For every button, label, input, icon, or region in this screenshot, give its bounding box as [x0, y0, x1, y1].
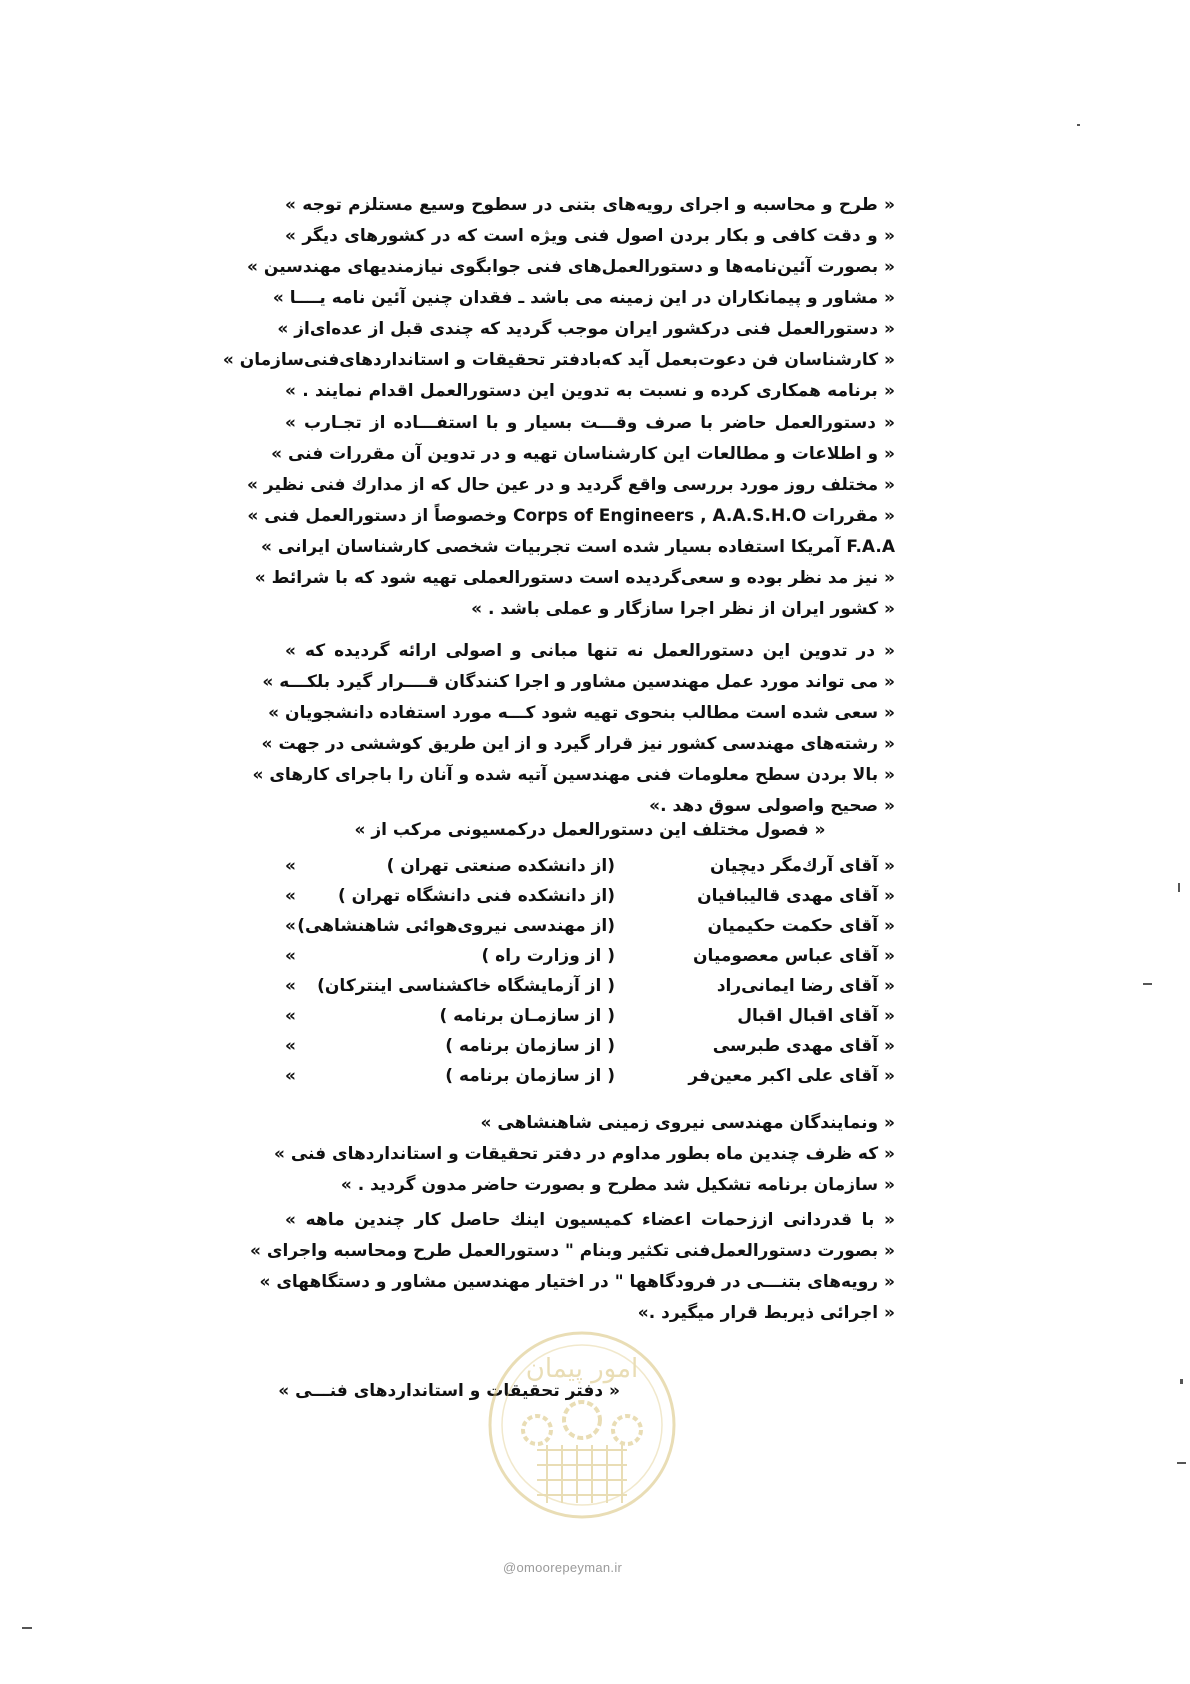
text-line: « دستورالعمل فنی درکشور ایران موجب گردید که چندی قبل از عده‌ای‌از » — [277, 319, 895, 339]
commission-member-list — [285, 851, 895, 1091]
member-name: « آقای علی اکبر معین‌فر — [688, 1066, 895, 1086]
member-affiliation: ( از وزارت راه ) — [481, 946, 615, 966]
commission-heading: « فصول مختلف این دستورالعمل درکمسیونی مرکب از » — [354, 820, 826, 840]
member-row — [285, 1061, 895, 1091]
paragraph-2 — [247, 408, 895, 625]
closing-quote: » — [285, 1036, 296, 1056]
text-line: « کارشناسان فن دعوت‌بعمل آید که‌بادفتر تحقیقات و استانداردهای‌فنی‌سازمان » — [222, 350, 895, 370]
member-row — [285, 1031, 895, 1061]
text-line: « سازمان برنامه تشکیل شد مطرح و بصورت حاضر مدون گردید . » — [340, 1175, 895, 1195]
text-line: « مختلف روز مورد بررسی واقع گردید و در عین حال که از مدارك فنی نظیر » — [247, 475, 895, 495]
text-line: « که ظرف چندین ماه بطور مداوم در دفتر تحقیقات و استانداردهای فنی » — [273, 1144, 895, 1164]
watermark-logo-text: امور پیمان — [525, 1354, 639, 1384]
member-row — [285, 881, 895, 911]
scan-speck — [1177, 1462, 1186, 1464]
member-name: « آقای مهدی قالیبافیان — [697, 886, 895, 906]
member-row — [285, 941, 895, 971]
member-name: « آقای عباس معصومیان — [693, 946, 895, 966]
paragraph-5 — [250, 1205, 895, 1329]
member-affiliation: (از مهندسی نیروی‌هوائی شاهنشاهی) — [297, 916, 615, 936]
text-line: « بالا بردن سطح معلومات فنی مهندسین آتیه شده و آنان را باجرای کارهای » — [252, 765, 895, 785]
text-line: « دستورالعمل حاضر با صرف وقـــت بسیار و با استفـــاده از تجـارب » — [285, 413, 895, 433]
watermark-url: @omoorepeyman.ir — [503, 1560, 623, 1575]
text-line: « برنامه همکاری کرده و نسبت به تدوین این دستورالعمل اقدام نمایند . » — [285, 381, 895, 401]
closing-quote: » — [285, 946, 296, 966]
text-line: « می تواند مورد عمل مهندسین مشاور و اجرا کنندگان قــــرار گیرد بلکـــه » — [262, 672, 895, 692]
scan-speck — [1180, 1379, 1183, 1384]
member-row — [285, 1001, 895, 1031]
member-affiliation: ( از سازمـان برنامه ) — [439, 1006, 615, 1026]
scan-speck — [1143, 983, 1152, 985]
closing-quote: » — [285, 886, 296, 906]
member-affiliation: ( از سازمان برنامه ) — [445, 1066, 615, 1086]
watermark-logo — [482, 1325, 682, 1525]
member-row — [285, 911, 895, 941]
closing-quote: » — [285, 916, 296, 936]
text-line: « و دقت کافی و بکار بردن اصول فنی ویژه است که در کشورهای دیگر » — [285, 226, 895, 246]
text-line: « صحیح واصولی سوق دهد .» — [649, 796, 895, 816]
text-line: « مشاور و پیمانکاران در این زمینه می باشد ـ فقدان چنین آئین نامه یــــا » — [272, 288, 895, 308]
member-affiliation: (از دانشکده فنی دانشگاه تهران ) — [337, 886, 615, 906]
member-row — [285, 971, 895, 1001]
member-name: « آقای آرك‌مگر دیچیان — [709, 856, 895, 876]
text-line: « در تدوین این دستورالعمل نه تنها مبانی و اصولی ارائه گردیده که » — [285, 641, 895, 661]
closing-quote: » — [285, 976, 296, 996]
member-name: « آقای مهدی طبرسی — [712, 1036, 895, 1056]
text-line: « نیز مد نظر بوده و سعی‌گردیده است دستورالعملی تهیه شود که با شرائط » — [254, 568, 895, 588]
text-line: « سعی شده است مطالب بنحوی تهیه شود کـــه مورد استفاده دانشجویان » — [268, 703, 895, 723]
text-line: « بصورت دستورالعمل‌فنی تکثیر وبنام " دستورالعمل طرح ومحاسبه واجرای » — [250, 1241, 895, 1261]
signature-office: « دفتر تحقیقات و استانداردهای فنـــی » — [278, 1381, 620, 1401]
text-line: « رویه‌های بتنـــی در فرودگاهها " در اختیار مهندسین مشاور و دستگاههای » — [259, 1272, 895, 1292]
closing-quote: » — [285, 1066, 296, 1086]
paragraph-3 — [252, 636, 895, 822]
member-affiliation: (از دانشکده صنعتی تهران ) — [386, 856, 615, 876]
paragraph-4 — [273, 1108, 895, 1201]
paragraph-1 — [222, 190, 895, 407]
text-line: « طرح و محاسبه و اجرای رویه‌های بتنی در سطوح وسیع مستلزم توجه » — [285, 195, 895, 215]
member-name: « آقای رضا ایمانی‌راد — [716, 976, 895, 996]
member-row — [285, 851, 895, 881]
scan-speck — [1077, 124, 1080, 126]
scan-speck — [22, 1627, 32, 1629]
text-line: F.A.A آمریکا استفاده بسیار شده است تجربیات شخصی کارشناسان ایرانی » — [260, 537, 895, 557]
scan-speck — [1178, 883, 1180, 892]
text-line: « رشته‌های مهندسی کشور نیز قرار گیرد و از این طریق کوششی در جهت » — [261, 734, 895, 754]
text-line: « ونمایندگان مهندسی نیروی زمینی شاهنشاهی » — [480, 1113, 895, 1133]
member-name: « آقای حکمت حکیمیان — [707, 916, 895, 936]
text-line: « با قدردانی اززحمات اعضاء کمیسیون اینك حاصل کار چندین ماهه » — [285, 1210, 895, 1230]
member-name: « آقای اقبال اقبال — [737, 1006, 895, 1026]
text-line: « بصورت آئین‌نامه‌ها و دستورالعمل‌های فنی جوابگوی نیازمندیهای مهندسین » — [247, 257, 895, 277]
closing-quote: » — [285, 1006, 296, 1026]
closing-quote: » — [285, 856, 296, 876]
text-line: « و اطلاعات و مطالعات این کارشناسان تهیه و در تدوین آن مقررات فنی » — [271, 444, 895, 464]
text-line: « مقررات Corps of Engineers , A.A.S.H.O وخصوصاً از دستورالعمل فنی » — [247, 506, 895, 526]
text-line: « اجرائی ذیربط قرار میگیرد .» — [637, 1303, 895, 1323]
text-line: « کشور ایران از نظر اجرا سازگار و عملی باشد . » — [471, 599, 895, 619]
member-affiliation: ( از آزمایشگاه خاکشناسی اینترکان) — [317, 976, 615, 996]
member-affiliation: ( از سازمان برنامه ) — [445, 1036, 615, 1056]
